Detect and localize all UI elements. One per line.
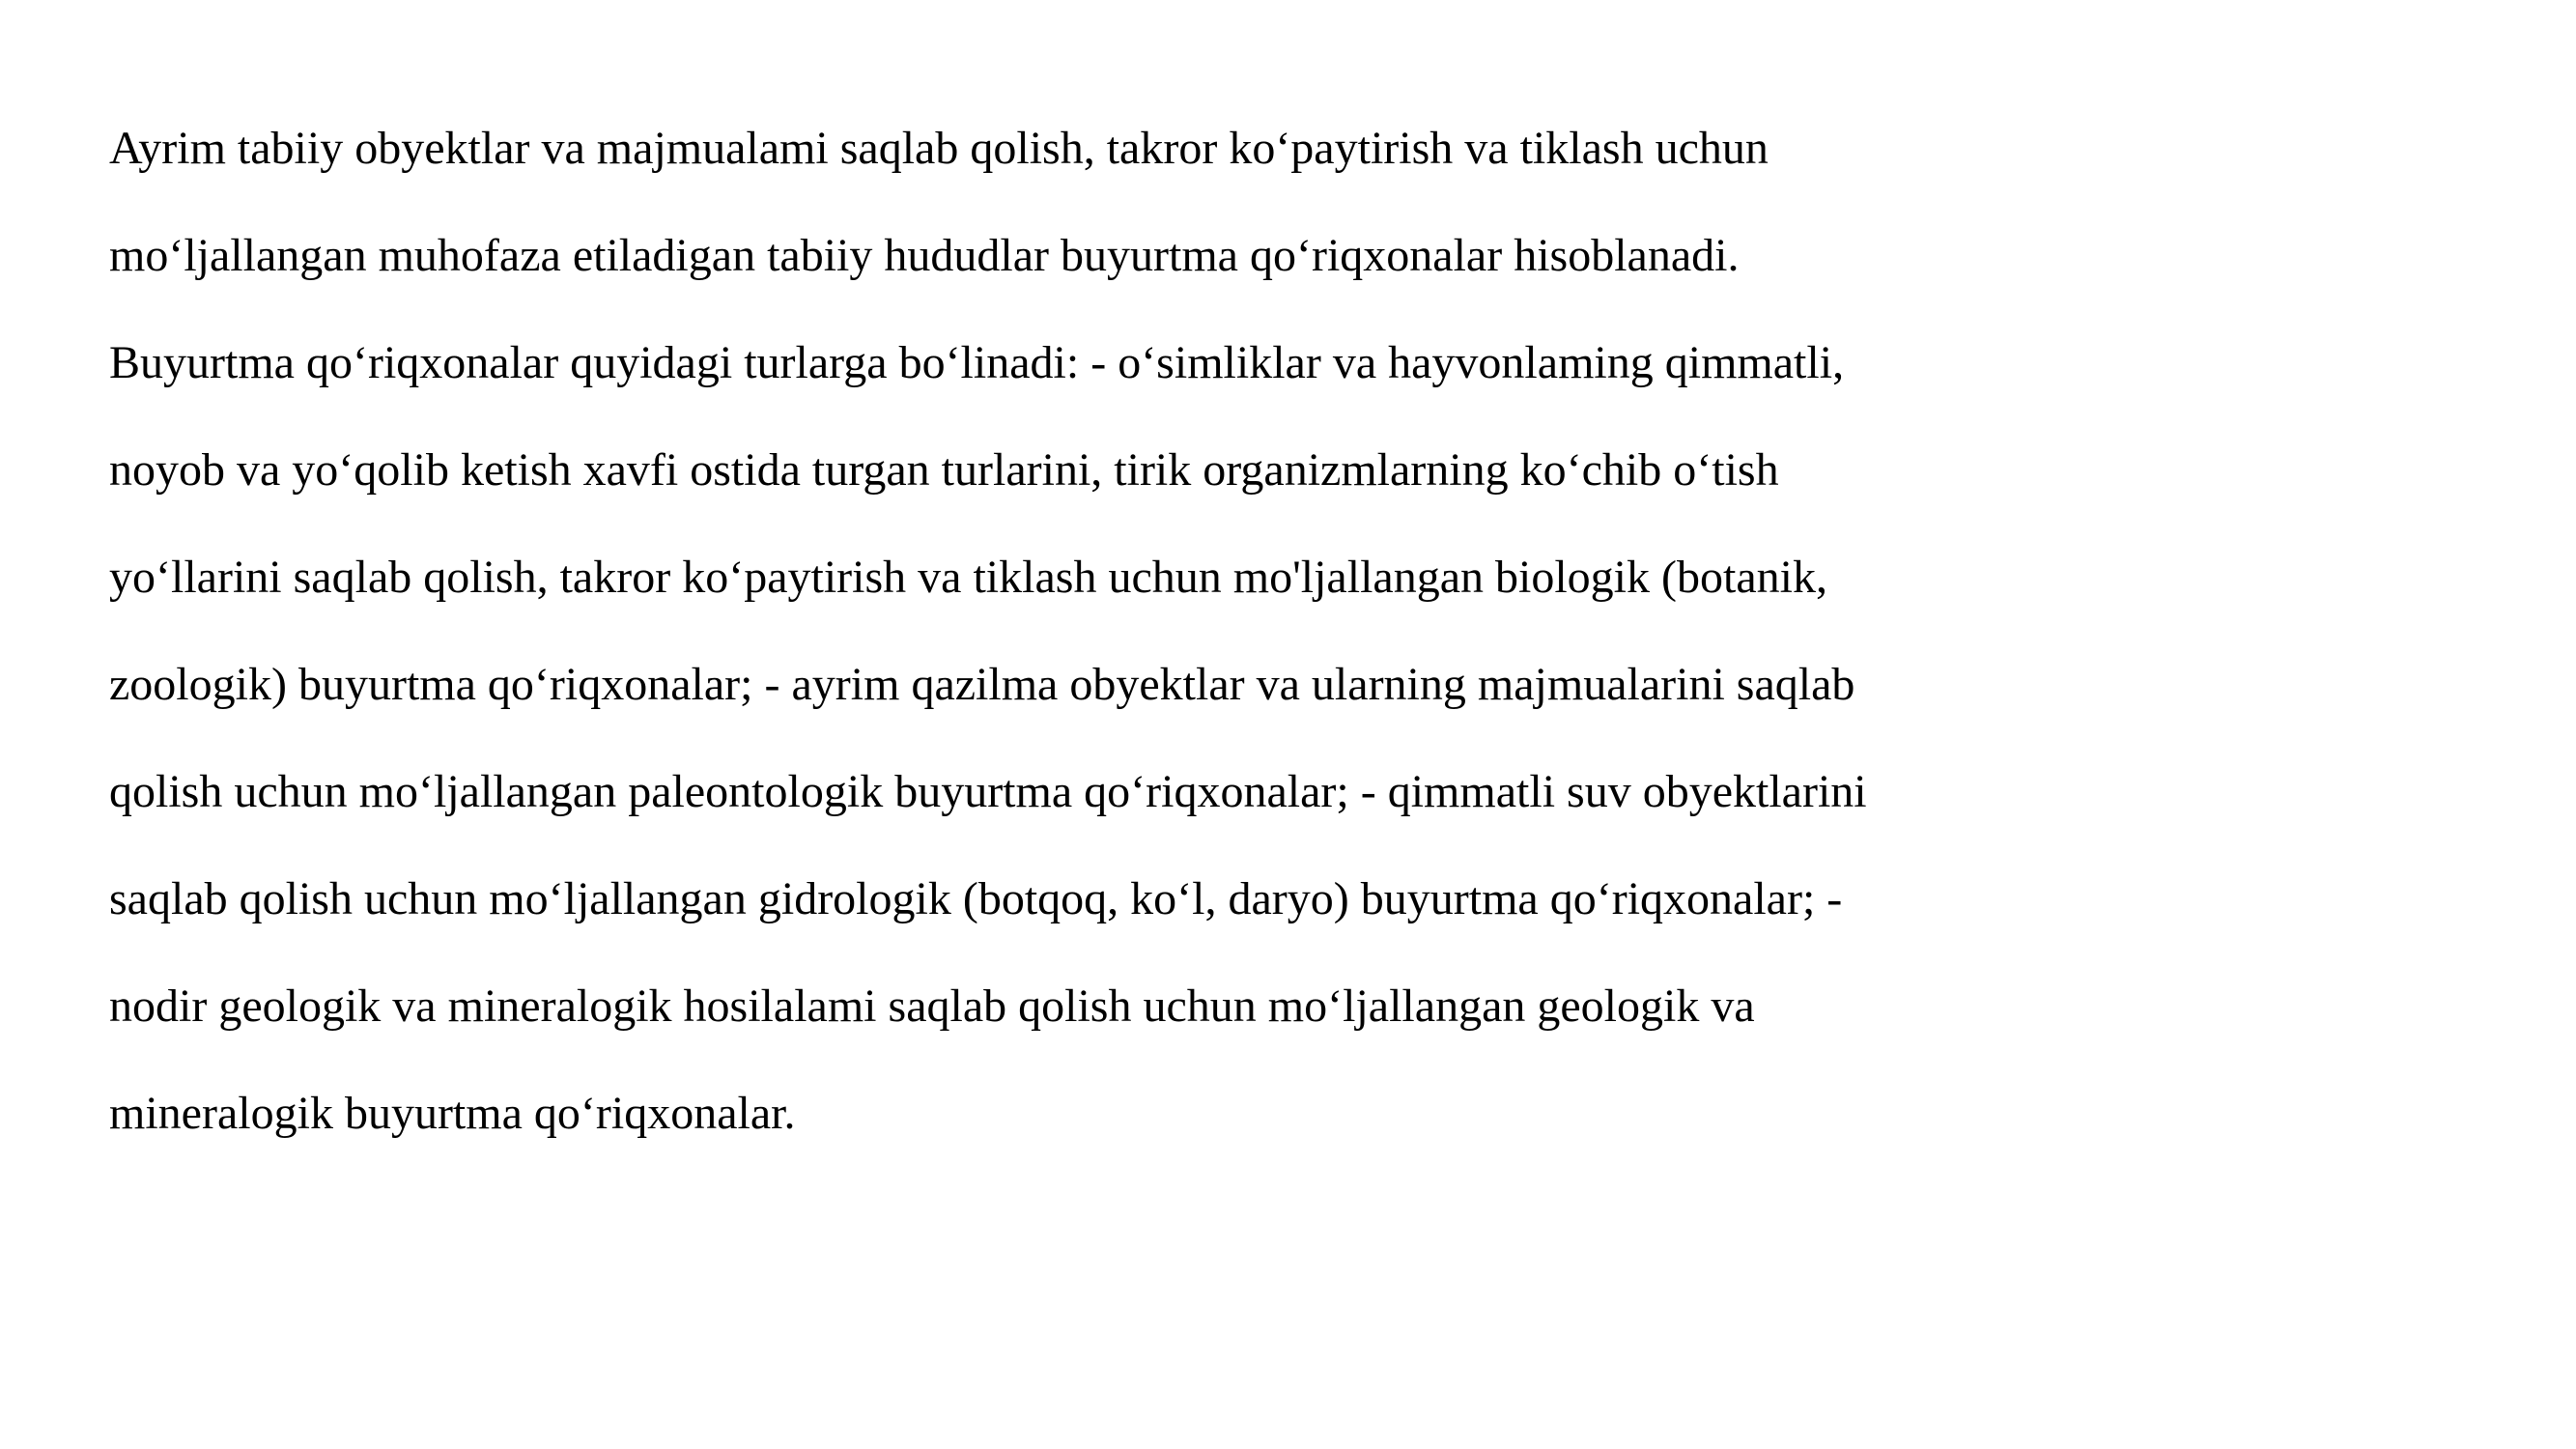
paragraph-line: yo‘llarini saqlab qolish, takror ko‘paytirish va tiklash uchun mo'ljallangan biologik (botanik, [109,552,1827,603]
paragraph-line: Buyurtma qo‘riqxonalar quyidagi turlarga bo‘linadi: - o‘simliklar va hayvonlaming qimmatli, [109,337,1845,388]
paragraph-line: noyob va yo‘qolib ketish xavfi ostida turgan turlarini, tirik organizmlarning ko‘chib o‘tish [109,444,1779,496]
paragraph-line: mineralogik buyurtma qo‘riqxonalar. [109,1088,796,1139]
paragraph-line: nodir geologik va mineralogik hosilalami saqlab qolish uchun mo‘ljallangan geologik va [109,980,1755,1032]
paragraph-line: qolish uchun mo‘ljallangan paleontologik buyurtma qo‘riqxonalar; - qimmatli suv obyektlarini [109,766,1867,817]
paragraph-line: saqlab qolish uchun mo‘ljallangan gidrologik (botqoq, ko‘l, daryo) buyurtma qo‘riqxonalar; - [109,873,1843,924]
body-paragraph [109,114,2331,1186]
paragraph-line: mo‘ljallangan muhofaza etiladigan tabiiy hududlar buyurtma qo‘riqxonalar hisoblanadi. [109,230,1740,281]
paragraph-line: zoologik) buyurtma qo‘riqxonalar; - ayrim qazilma obyektlar va ularning majmualarini saqlab [109,659,1855,710]
paragraph-line: Ayrim tabiiy obyektlar va majmualami saqlab qolish, takror ko‘paytirish va tiklash uchun [109,123,1769,174]
